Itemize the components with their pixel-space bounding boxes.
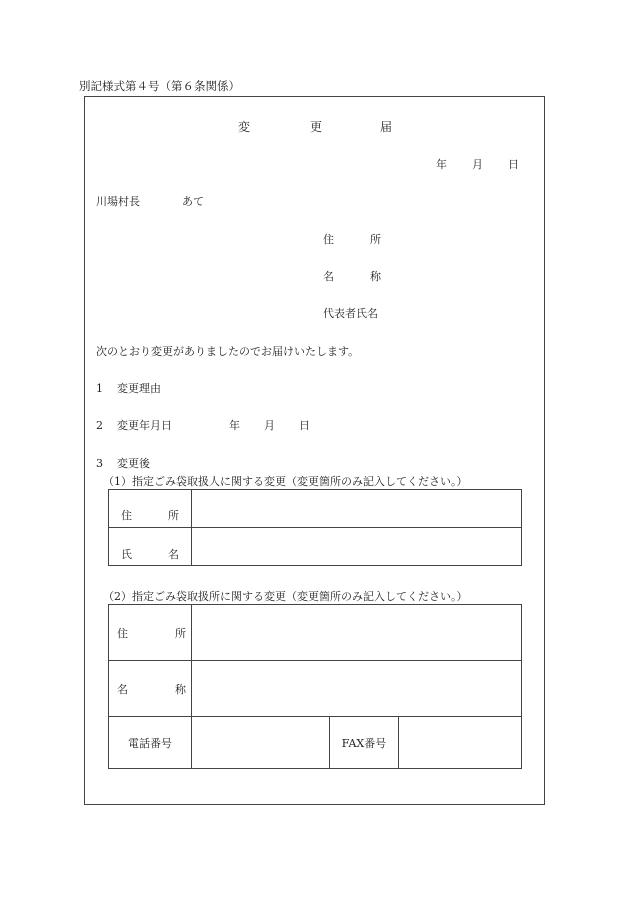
item-2-number: 2 [96, 419, 103, 432]
section2-address-input[interactable] [192, 605, 522, 661]
addressee-suffix: あて [182, 195, 204, 208]
addressee-name: 川場村長 [96, 195, 140, 208]
item-3-label: 変更後 [117, 457, 150, 470]
item-2-label: 変更年月日 [117, 419, 172, 432]
item-1-number: 1 [96, 382, 103, 395]
representative-label: 代表者氏名 [323, 307, 378, 320]
item-2-day: 日 [299, 419, 310, 432]
section1-caption: （1）指定ごみ袋取扱人に関する変更（変更箇所のみ記入してください。） [103, 475, 468, 488]
section1-address-input[interactable] [192, 490, 522, 528]
section2-address-label-cell: 住 所 [109, 605, 192, 661]
applicant-address-label: 住 所 [323, 233, 381, 246]
section1-table [108, 489, 522, 566]
fax-label: FAX番号 [341, 736, 387, 750]
title-char-2: 更 [310, 120, 323, 134]
title-char-3: 届 [380, 120, 393, 134]
section2-contact-row [109, 717, 522, 769]
title-char-1: 変 [238, 120, 251, 134]
section2-address-row [109, 605, 522, 661]
item-2-month: 月 [264, 419, 275, 432]
section2-name-input[interactable] [192, 661, 522, 717]
item-3-number: 3 [96, 457, 103, 470]
section2-table [108, 604, 522, 769]
date-year-label: 年 [436, 158, 447, 171]
form-number: 別記様式第４号（第６条関係） [79, 79, 240, 93]
section2-name-row [109, 661, 522, 717]
item-2-year: 年 [229, 419, 240, 432]
phone-label-cell [109, 717, 192, 769]
phone-input[interactable] [192, 717, 330, 769]
fax-label-cell [330, 717, 399, 769]
section2-name-label-cell: 名 称 [109, 661, 192, 717]
applicant-name-label: 名 称 [323, 270, 381, 283]
section1-name-label-cell: 氏 名 [109, 528, 192, 566]
item-1-label: 変更理由 [117, 382, 161, 395]
intro-text: 次のとおり変更がありましたのでお届けいたします。 [96, 345, 360, 358]
phone-label: 電話番号 [128, 736, 172, 750]
section1-name-row [109, 528, 522, 566]
fax-input[interactable] [399, 717, 522, 769]
section1-address-row [109, 490, 522, 528]
section1-name-input[interactable] [192, 528, 522, 566]
date-day-label: 日 [508, 158, 519, 171]
date-month-label: 月 [472, 158, 483, 171]
section2-caption: （2）指定ごみ袋取扱所に関する変更（変更箇所のみ記入してください。） [103, 590, 468, 603]
section1-address-label-cell: 住 所 [109, 490, 192, 528]
